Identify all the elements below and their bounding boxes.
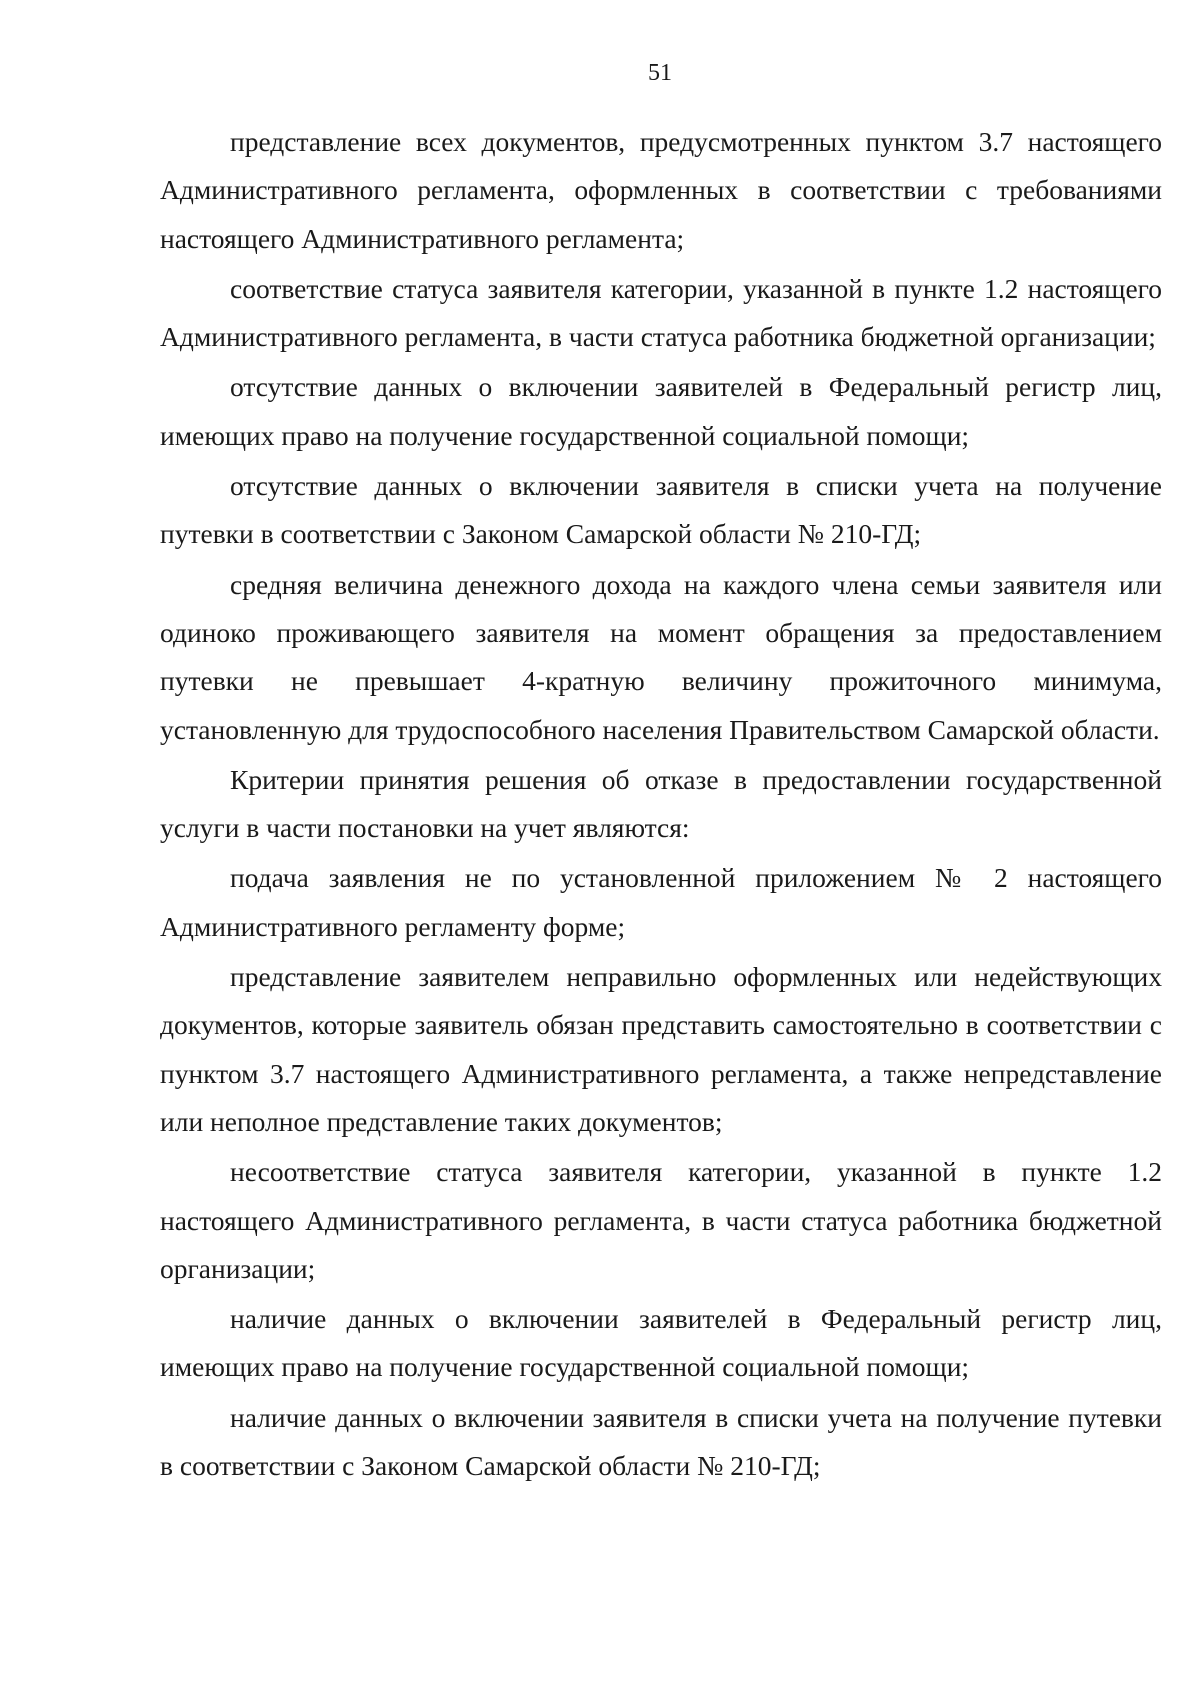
paragraph-no-federal-register: отсутствие данных о включении заявителей в Федеральный регистр лиц, имеющих право на получение государственной социальной помощи;	[160, 371, 1162, 451]
paragraph-status-mismatch: несоответствие статуса заявителя категории, указанной в пункте 1.2 настоящего Административного регламента, в части статуса работника бюджетной организации;	[160, 1156, 1162, 1284]
paragraph-documents-submitted: представление всех документов, предусмотренных пунктом 3.7 настоящего Административного регламента, оформленных в соответствии с требованиями настоящего Административного регламента;	[160, 126, 1162, 254]
paragraph-invalid-documents: представление заявителем неправильно оформленных или недействующих документов, которые заявитель обязан представить самостоятельно в соответствии с пунктом 3.7 настоящего Административного регламента, а также непредставление или неполное представление таких документов;	[160, 961, 1162, 1137]
paragraph-refusal-criteria-heading: Критерии принятия решения об отказе в предоставлении государственной услуги в части постановки на учет являются:	[160, 763, 1162, 844]
page-number: 51	[648, 60, 672, 86]
paragraph-status-match: соответствие статуса заявителя категории, указанной в пункте 1.2 настоящего Административного регламента, в части статуса работника бюджетной организации;	[160, 272, 1162, 353]
paragraph-in-federal-register: наличие данных о включении заявителей в Федеральный регистр лиц, имеющих право на получение государственной социальной помощи;	[160, 1303, 1162, 1383]
paragraph-wrong-application-form: подача заявления не по установленной приложением № 2 настоящего Административного регламенту форме;	[160, 862, 1162, 942]
paragraph-no-waiting-list: отсутствие данных о включении заявителя в списки учета на получение путевки в соответствии с Законом Самарской области № 210-ГД;	[160, 470, 1162, 550]
paragraph-in-waiting-list: наличие данных о включении заявителя в списки учета на получение путевки в соответствии с Законом Самарской области № 210-ГД;	[160, 1401, 1162, 1482]
document-body	[160, 118, 1162, 1492]
paragraph-income-criterion: средняя величина денежного дохода на каждого члена семьи заявителя или одиноко проживающего заявителя на момент обращения за предоставлением путевки не превышает 4-кратную величину прожиточного минимума, установленную для трудоспособного населения Правительством Самарской области.	[160, 568, 1162, 745]
